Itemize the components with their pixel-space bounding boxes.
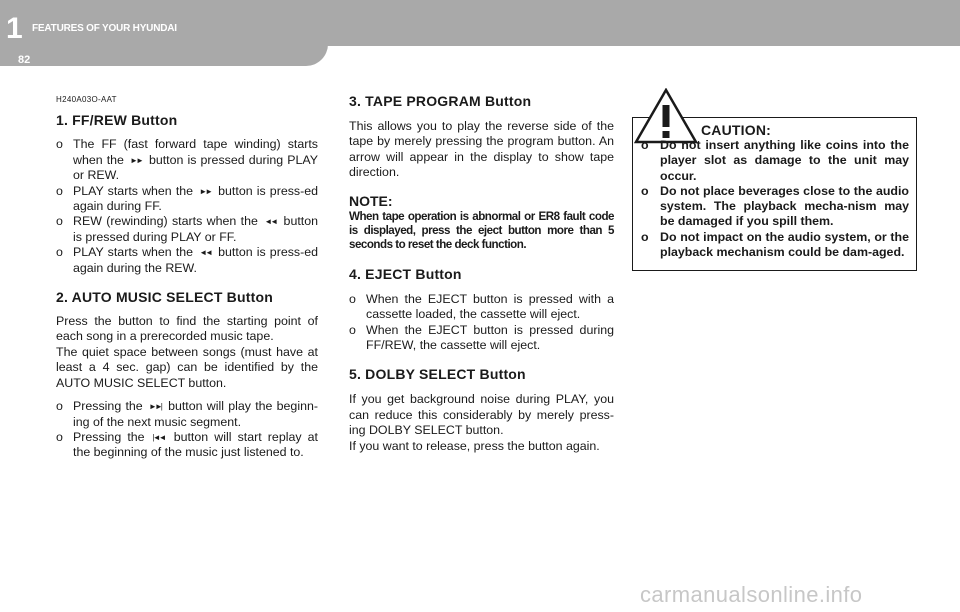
rewind-icon: ◄◄ [199, 248, 212, 258]
note-title: NOTE: [349, 192, 393, 209]
rewind-icon: ◄◄ [264, 217, 277, 227]
caution-list [641, 138, 909, 260]
list-item: o When the EJECT button is pressed with a cassette loaded, the cassette will eject. [349, 291, 614, 322]
watermark: carmanualsonline.info [640, 582, 863, 607]
eject-list [349, 292, 614, 354]
caution-title: CAUTION: [701, 122, 772, 138]
auto-music-select-heading: 2. AUTO MUSIC SELECT Button [56, 289, 273, 306]
chapter-number: 1 [6, 12, 23, 45]
list-item: o Pressing the ►►| button will play the beginn-ing of the next music segment. [56, 399, 318, 429]
tape-program-heading: 3. TAPE PROGRAM Button [349, 93, 532, 109]
list-item: o Do not impact on the audio system, or the playback mechanism could be dam-aged. [641, 229, 909, 260]
paragraph: This allows you to play the reverse side of the tape by merely pressing the program button. An arrow will appear in the display to show tape direction. [349, 119, 614, 180]
list-item: o PLAY starts when the ►► button is press-ed again during FF. [56, 183, 319, 214]
list-item: o Pressing the |◄◄ button will start replay at the beginning of the music just listened to. [56, 429, 318, 460]
paragraph: The quiet space between songs (must have at least a 4 sec. gap) can be identified by the AUTO MUSIC SELECT button. [56, 344, 318, 390]
paragraph: If you get background noise during PLAY, you can reduce this considerably by merely press-ing DOLBY SELECT button. [349, 392, 614, 438]
section-code: H240A03O-AAT [56, 95, 117, 104]
fast-forward-icon: ►► [199, 186, 212, 196]
warning-triangle-icon [634, 88, 698, 144]
ff-rew-list [56, 137, 318, 276]
list-item: o Do not place beverages close to the audio system. The playback mecha-nism may be damaged if you spill them. [641, 183, 909, 229]
skip-previous-icon: |◄◄ [152, 432, 165, 442]
list-item: o REW (rewinding) starts when the ◄◄ button is pressed during PLAY or FF. [56, 214, 318, 244]
list-item: o Do not insert anything like coins into the player slot as damage to the unit may occur. [641, 138, 909, 183]
auto-music-list [56, 399, 318, 461]
list-item: o PLAY starts when the ◄◄ button is press-ed again during the REW. [56, 245, 319, 275]
paragraph: Press the button to find the starting point of each song in a prerecorded music tape. [56, 314, 318, 344]
left-column [56, 92, 318, 461]
dolby-select-heading: 5. DOLBY SELECT Button [349, 366, 526, 383]
middle-column [349, 92, 614, 454]
paragraph: If you want to release, press the button again. [349, 438, 600, 453]
list-item: o The FF (fast forward tape winding) starts when the ►► button is pressed during PLAY or REW. [56, 137, 318, 183]
eject-heading: 4. EJECT Button [349, 265, 462, 282]
list-item: o When the EJECT button is pressed during FF/REW, the cassette will eject. [349, 322, 614, 353]
ff-rew-heading: 1. FF/REW Button [56, 112, 178, 129]
fast-forward-icon: ►► [130, 155, 142, 165]
skip-next-icon: ►►| [148, 402, 161, 412]
chapter-title: FEATURES OF YOUR HYUNDAI [32, 23, 177, 34]
page-number: 82 [18, 54, 31, 66]
note-body: When tape operation is abnormal or ER8 fault code is displayed, press the eject button more than 5 seconds to reset the deck function. [349, 209, 614, 252]
